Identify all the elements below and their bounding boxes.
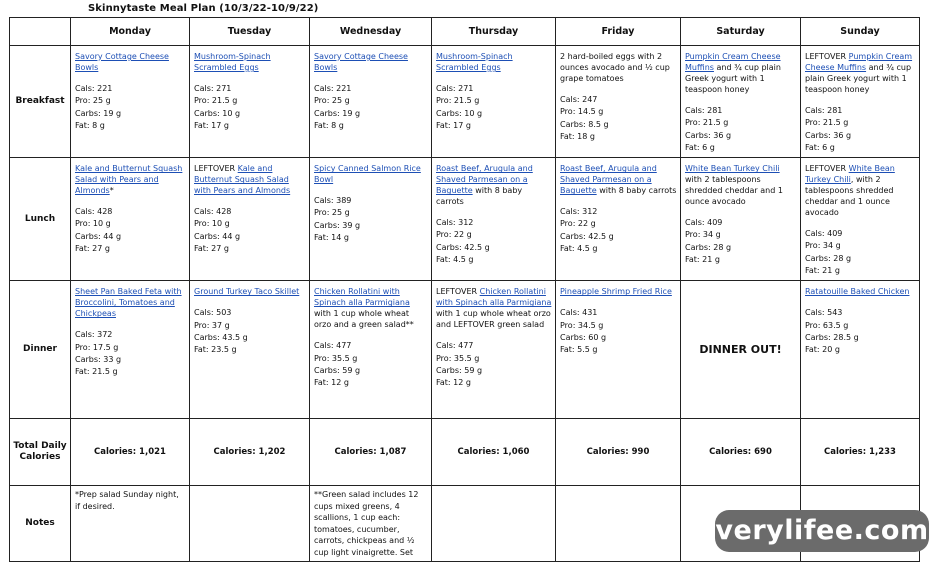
protein-value: Pro: 63.5 g [805,320,849,330]
protein-value: Pro: 35.5 g [436,353,480,363]
calories-value: Cals: 221 [314,84,352,93]
fat-value: Fat: 4.5 g [560,244,598,254]
recipe-link[interactable]: Ground Turkey Taco Skillet [194,287,300,297]
meal-suffix: with 1 cup whole wheat orzo and a green salad** [314,309,414,330]
macros [314,83,428,132]
carbs-value: Carbs: 33 g [75,354,122,364]
meal-suffix: with 8 baby carrots [596,186,677,196]
daily-total: Calories: 1,021 [71,419,190,486]
carbs-value: Carbs: 59 g [436,365,483,375]
meal-description [560,286,677,297]
meal-description [314,286,428,330]
meal-prefix: LEFTOVER [194,164,238,174]
row-label-totals: Total Daily Calories [10,419,71,486]
recipe-link[interactable]: Roast Beef, Arugula and Shaved Parmesan on a Baguette [436,164,533,196]
protein-value: Pro: 22 g [436,230,472,240]
meal-description [75,51,186,73]
meal-description [685,163,797,207]
fat-value: Fat: 17 g [436,120,471,130]
carbs-value: Carbs: 36 g [805,130,852,140]
day-header: Thursday [432,18,556,46]
protein-value: Pro: 21.5 g [805,118,849,128]
calories-value: Cals: 409 [805,229,843,239]
fat-value: Fat: 6 g [685,142,715,152]
macros [75,83,186,132]
recipe-link[interactable]: Mushroom-Spinach Scrambled Eggs [194,52,271,72]
day-header: Sunday [801,18,920,46]
calories-value: Cals: 271 [194,84,232,93]
meal-description [805,163,916,218]
protein-value: Pro: 21.5 g [194,96,238,106]
recipe-link[interactable]: Savory Cottage Cheese Bowls [314,52,408,72]
row-label-breakfast: Breakfast [10,46,71,158]
daily-total: Calories: 1,202 [190,419,310,486]
meal-description [314,163,428,185]
day-header: Monday [71,18,190,46]
fat-value: Fat: 27 g [194,244,229,254]
fat-value: Fat: 5.5 g [560,345,598,355]
calories-value: Cals: 312 [436,218,474,228]
protein-value: Pro: 10 g [75,219,111,229]
recipe-link[interactable]: Roast Beef, Arugula and Shaved Parmesan on a Baguette [560,164,657,196]
meal-description [560,51,677,84]
macros [75,206,186,255]
protein-value: Pro: 21.5 g [685,118,729,128]
protein-value: Pro: 25 g [75,96,111,106]
breakfast-cell [556,46,681,158]
macros [560,94,677,143]
meal-prefix: LEFTOVER [436,287,480,297]
macros [194,307,306,356]
note-text: *Prep salad Sunday night, if desired. [75,490,179,511]
lunch-row [10,158,920,281]
recipe-link[interactable]: Mushroom-Spinach Scrambled Eggs [436,52,513,72]
macros [314,195,428,244]
meal-prefix: 2 hard-boiled eggs with 2 ounces avocado and ½ cup grape tomatoes [560,52,670,83]
dinner-cell [801,281,920,419]
carbs-value: Carbs: 28.5 g [805,332,859,342]
recipe-link[interactable]: Pineapple Shrimp Fried Rice [560,287,672,297]
dinner-cell [556,281,681,419]
carbs-value: Carbs: 10 g [436,108,483,118]
fat-value: Fat: 20 g [805,345,840,355]
calories-value: Cals: 312 [560,207,598,217]
protein-value: Pro: 25 g [314,208,350,218]
macros [75,329,186,378]
note-text [556,486,680,492]
meal-description [436,286,552,330]
header-row [10,18,920,46]
calories-value: Cals: 221 [75,84,113,93]
dinner-cell [190,281,310,419]
meal-suffix: with 2 tablespoons shredded cheddar and 1 ounce avocado [685,175,783,207]
protein-value: Pro: 22 g [560,219,596,229]
macros [436,340,552,389]
macros [560,206,677,255]
protein-value: Pro: 25 g [314,96,350,106]
day-header: Tuesday [190,18,310,46]
recipe-link[interactable]: White Bean Turkey Chili [805,164,895,185]
fat-value: Fat: 14 g [314,233,349,243]
fat-value: Fat: 23.5 g [194,345,237,355]
daily-total: Calories: 1,060 [432,419,556,486]
meal-description [314,51,428,73]
meal-description [805,51,916,95]
protein-value: Pro: 37 g [194,320,230,330]
carbs-value: Carbs: 28 g [805,253,852,263]
fat-value: Fat: 18 g [560,131,595,141]
macros [685,105,797,154]
macros [685,217,797,266]
macros [194,206,306,255]
row-label-lunch: Lunch [10,158,71,281]
meal-description [194,163,306,196]
meal-description [436,51,552,73]
breakfast-cell [801,46,920,158]
day-header: Friday [556,18,681,46]
carbs-value: Carbs: 42.5 g [436,242,490,252]
carbs-value: Carbs: 28 g [685,242,732,252]
carbs-value: Carbs: 19 g [314,108,361,118]
recipe-link[interactable]: Ratatouille Baked Chicken [805,287,910,297]
carbs-value: Carbs: 19 g [75,108,122,118]
breakfast-cell [71,46,190,158]
breakfast-cell [432,46,556,158]
lunch-cell [190,158,310,281]
recipe-link[interactable]: White Bean Turkey Chili [685,164,780,174]
fat-value: Fat: 12 g [436,378,471,388]
dinner-cell [71,281,190,419]
protein-value: Pro: 17.5 g [75,342,119,352]
fat-value: Fat: 21.5 g [75,367,118,377]
lunch-cell [681,158,801,281]
protein-value: Pro: 21.5 g [436,96,480,106]
dinner-cell [310,281,432,419]
meal-suffix: with 1 cup whole wheat orzo and LEFTOVER green salad [436,309,551,330]
fat-value: Fat: 21 g [805,266,840,276]
calories-value: Cals: 428 [194,207,232,217]
macros [436,83,552,132]
daily-total: Calories: 990 [556,419,681,486]
meal-suffix: and ¾ cup plain Greek yogurt with 1 teaspoon honey [805,63,912,94]
macros [194,83,306,132]
meal-description [75,163,186,196]
calories-value: Cals: 281 [685,106,723,115]
recipe-link[interactable]: Chicken Rollatini with Spinach alla Parmigiana [314,287,410,308]
calories-value: Cals: 409 [685,218,723,228]
calories-value: Cals: 247 [560,95,598,104]
note-cell [71,486,190,562]
recipe-link[interactable]: Kale and Butternut Squash Salad with Pears and Almonds [194,164,291,196]
note-text [190,486,309,492]
recipe-link[interactable]: Pumpkin Cream Cheese Muffins [685,52,781,72]
day-header: Saturday [681,18,801,46]
lunch-cell [432,158,556,281]
lunch-cell [556,158,681,281]
calories-value: Cals: 372 [75,330,113,340]
carbs-value: Carbs: 44 g [194,231,241,241]
corner-cell [10,18,71,46]
protein-value: Pro: 10 g [194,219,230,229]
fat-value: Fat: 12 g [314,378,349,388]
carbs-value: Carbs: 8.5 g [560,119,609,129]
meal-prefix: LEFTOVER [805,52,849,61]
row-label-notes: Notes [10,486,71,562]
dinner-cell [432,281,556,419]
meal-suffix: , with 2 tablespoons shredded cheddar and 1 ounce avocado [805,175,894,218]
fat-value: Fat: 17 g [194,120,229,130]
recipe-link[interactable]: Savory Cottage Cheese Bowls [75,52,169,72]
macros [314,340,428,389]
breakfast-cell [681,46,801,158]
note-text [801,486,919,492]
dinner-row [10,281,920,419]
lunch-cell [71,158,190,281]
note-cell [556,486,681,562]
meal-suffix: with 8 baby carrots [436,186,523,207]
macros [805,228,916,277]
protein-value: Pro: 35.5 g [314,353,358,363]
protein-value: Pro: 34 g [685,230,721,240]
macros [560,307,677,356]
carbs-value: Carbs: 60 g [560,332,607,342]
meal-description [436,163,552,207]
meal-description [685,51,797,95]
calories-value: Cals: 477 [314,341,352,351]
lunch-cell [801,158,920,281]
fat-value: Fat: 6 g [805,142,835,152]
macros [805,307,916,356]
meal-description [194,286,306,297]
totals-row [10,419,920,486]
calories-value: Cals: 503 [194,308,232,318]
calories-value: Cals: 281 [805,106,843,115]
meal-prefix: LEFTOVER [805,164,849,174]
breakfast-row [10,46,920,158]
carbs-value: Carbs: 44 g [75,231,122,241]
breakfast-cell [190,46,310,158]
calories-value: Cals: 477 [436,341,474,351]
day-header: Wednesday [310,18,432,46]
daily-total: Calories: 690 [681,419,801,486]
meal-suffix: * [109,186,114,196]
meal-description [805,286,916,297]
note-text [432,486,555,492]
carbs-value: Carbs: 10 g [194,108,241,118]
note-cell [190,486,310,562]
carbs-value: Carbs: 42.5 g [560,231,614,241]
fat-value: Fat: 27 g [75,244,110,254]
carbs-value: Carbs: 39 g [314,220,361,230]
fat-value: Fat: 21 g [685,255,720,265]
note-cell [432,486,556,562]
breakfast-cell [310,46,432,158]
daily-total: Calories: 1,233 [801,419,920,486]
note-text [681,486,800,492]
recipe-link[interactable]: Pumpkin Cream Cheese Muffins [805,52,913,72]
row-label-dinner: Dinner [10,281,71,419]
fat-value: Fat: 4.5 g [436,255,474,265]
calories-value: Cals: 431 [560,308,598,318]
lunch-cell [310,158,432,281]
carbs-value: Carbs: 59 g [314,365,361,375]
page-title: Skinnytaste Meal Plan (10/3/22-10/9/22) [88,3,319,14]
calories-value: Cals: 428 [75,207,113,217]
carbs-value: Carbs: 43.5 g [194,332,248,342]
meal-description [194,51,306,73]
watermark-logo: verylifee.com [715,510,929,552]
protein-value: Pro: 34.5 g [560,320,604,330]
fat-value: Fat: 8 g [75,120,105,130]
calories-value: Cals: 389 [314,196,352,206]
protein-value: Pro: 34 g [805,241,841,251]
meal-plan-table [9,17,920,562]
recipe-link[interactable]: Spicy Canned Salmon Rice Bowl [314,164,421,185]
calories-value: Cals: 543 [805,308,843,318]
macros [436,217,552,266]
note-text: **Green salad includes 12 cups mixed greens, 4 scallions, 1 cup each: tomatoes, cucumber, carrots, chickpeas and ½ cup light vinaigrette. Set [314,490,419,557]
meal-description [560,163,677,196]
recipe-link[interactable]: Sheet Pan Baked Feta with Broccolini, Tomatoes and Chickpeas [75,287,182,319]
daily-total: Calories: 1,087 [310,419,432,486]
fat-value: Fat: 8 g [314,120,344,130]
protein-value: Pro: 14.5 g [560,107,604,117]
note-cell [310,486,432,562]
meal-suffix: and ¾ cup plain Greek yogurt with 1 teaspoon honey [685,63,781,94]
carbs-value: Carbs: 36 g [685,130,732,140]
macros [805,105,916,154]
recipe-link[interactable]: Kale and Butternut Squash Salad with Pears and Almonds [75,164,183,196]
dinner-out-label: DINNER OUT! [699,343,782,357]
recipe-link[interactable]: Chicken Rollatini with Spinach alla Parmigiana [436,287,552,308]
meal-description [75,286,186,319]
dinner-out-cell [681,281,801,419]
calories-value: Cals: 271 [436,84,474,93]
